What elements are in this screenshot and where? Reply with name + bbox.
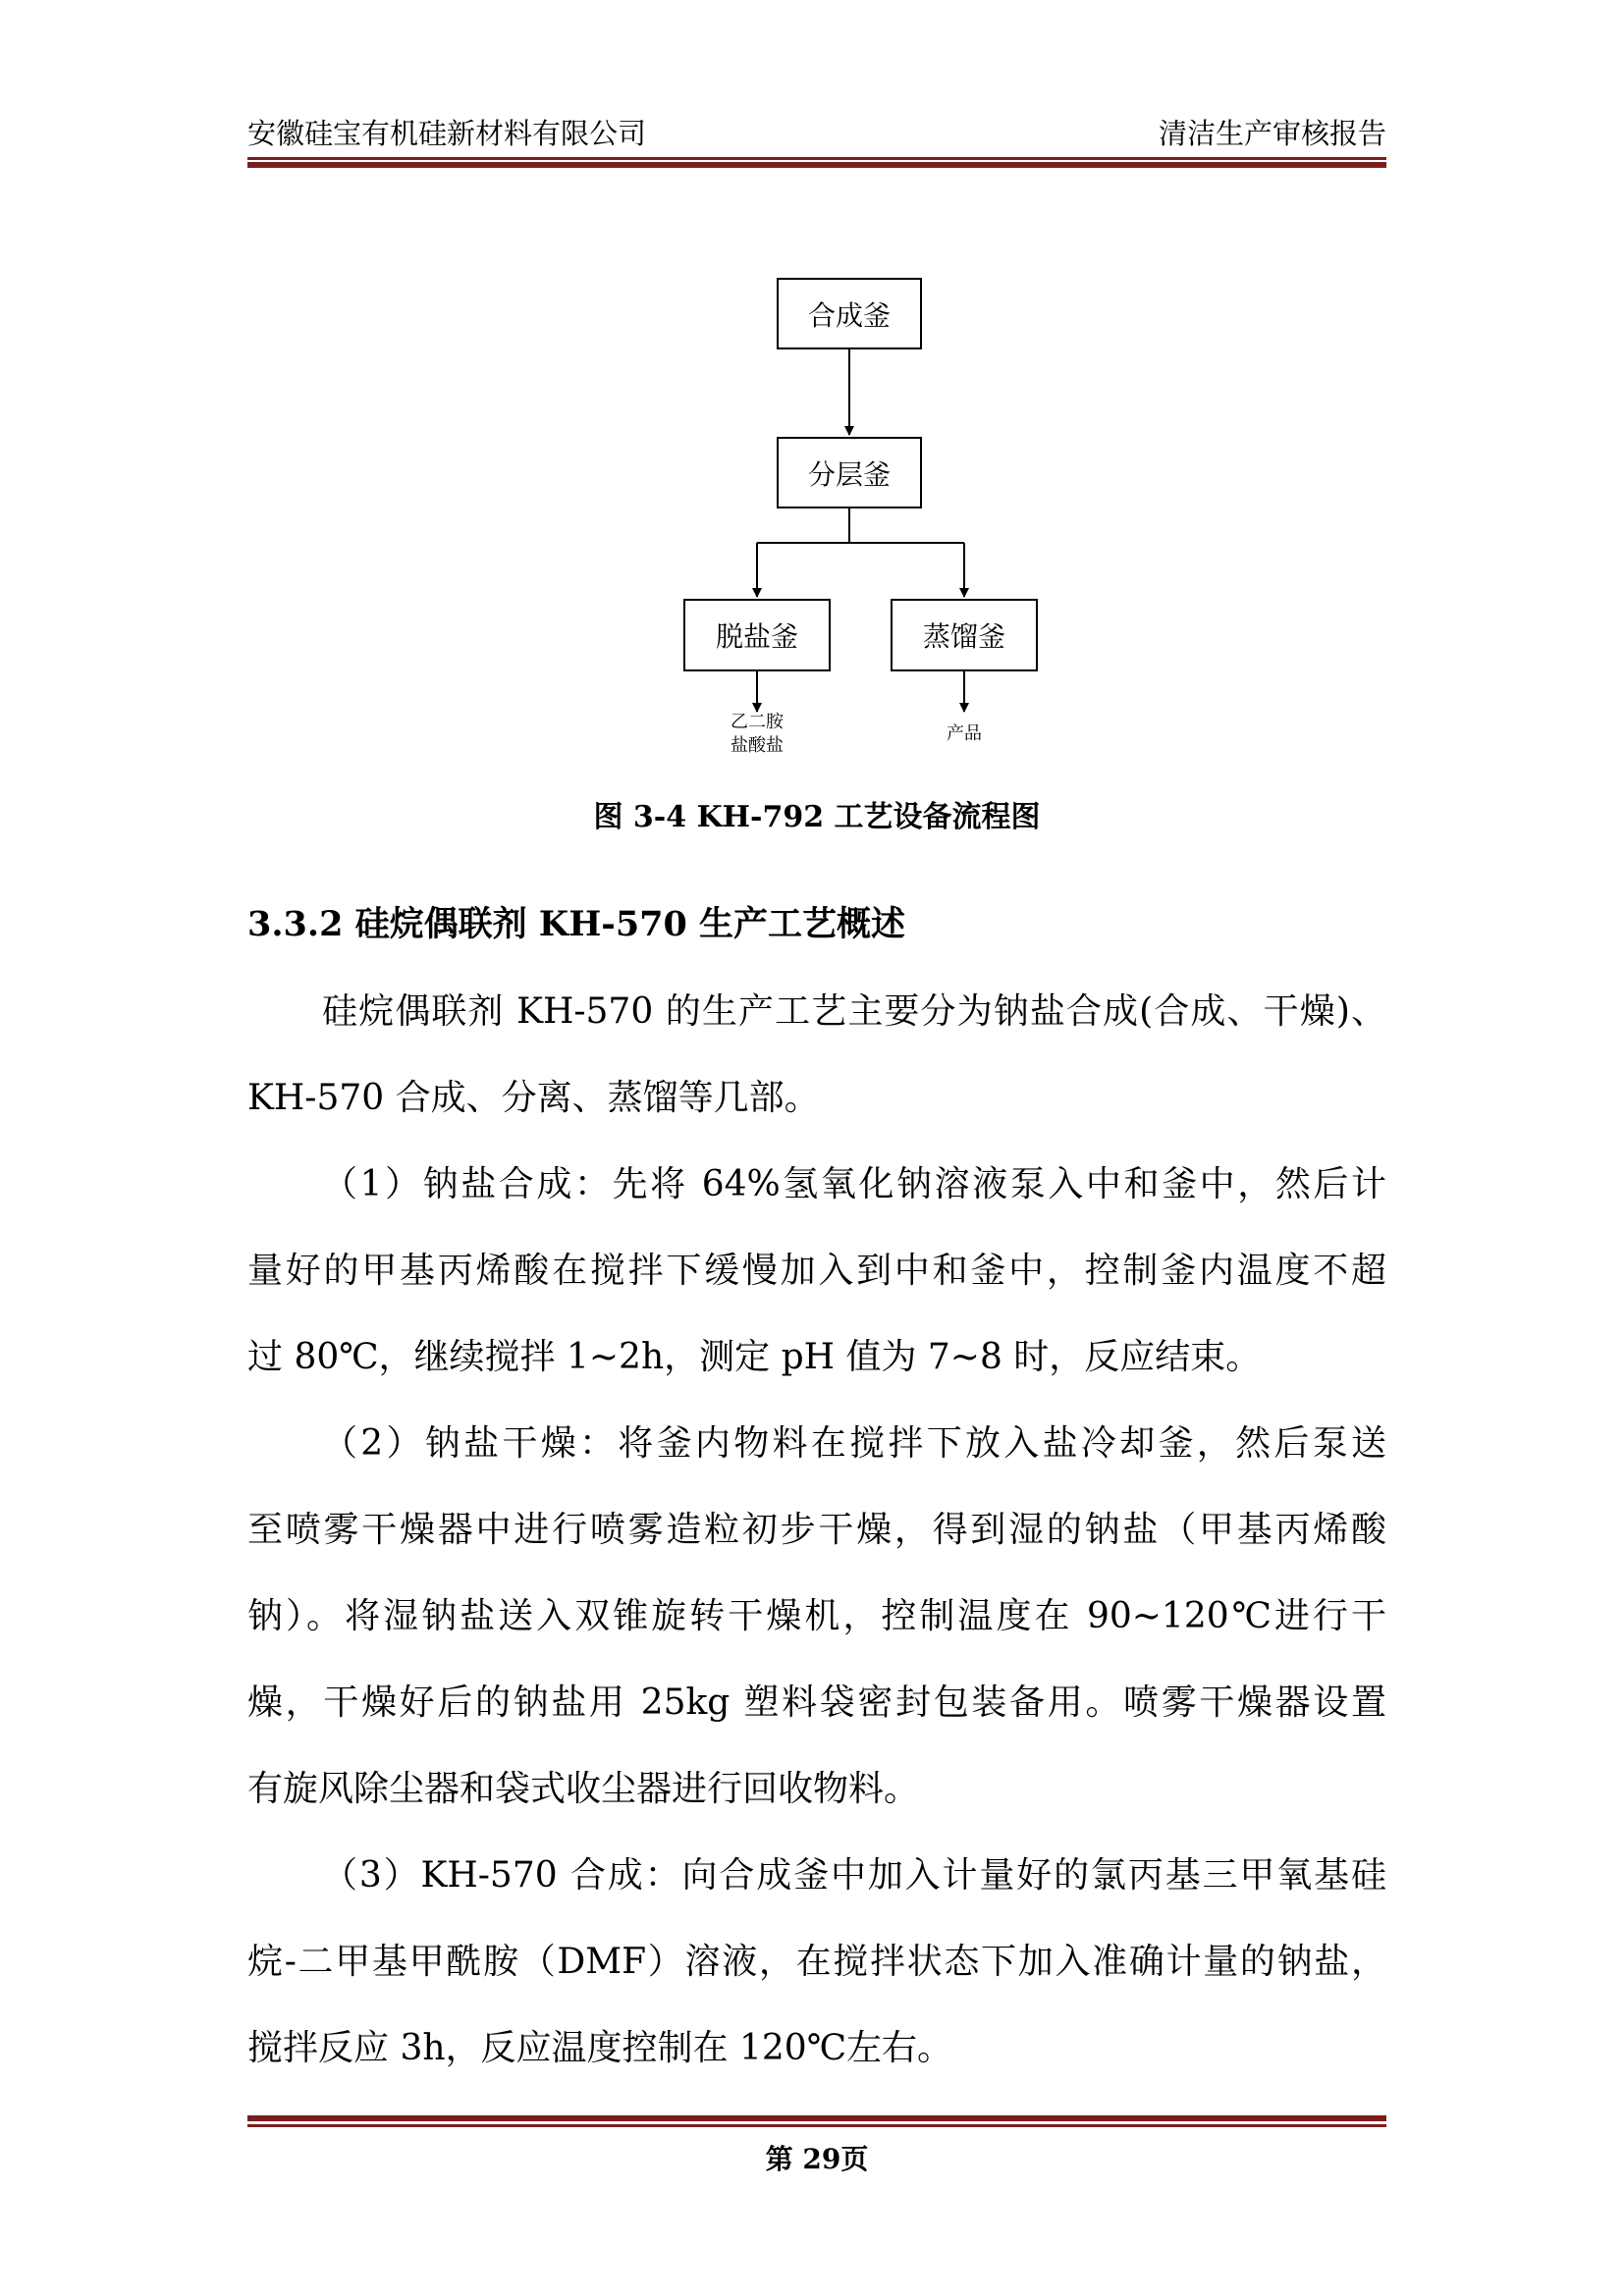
output-desalting-line1: 乙二胺 [731,712,784,732]
figure-caption: 图 3-4 KH-792 工艺设备流程图 [593,800,1041,834]
output-distillation-label: 产品 [947,723,982,744]
node-separation-kettle: 分层釜 [777,437,922,508]
text-line: 量好的甲基丙烯酸在搅拌下缓慢加入到中和釜中，控制釜内温度不超 [247,1251,1386,1291]
footer-rule-thin [247,2124,1386,2127]
text-line: 有旋风除尘器和袋式收尘器进行回收物料。 [247,1769,920,1809]
text-line: 搅拌反应 3h，反应温度控制在 120℃左右。 [247,2028,952,2068]
page-number: 第 29页 [765,2143,869,2175]
process-flow-diagram [0,0,1624,785]
node-synthesis-kettle: 合成釜 [777,278,922,349]
text-line: （1）钠盐合成：先将 64%氢氧化钠溶液泵入中和釜中，然后计 [322,1164,1386,1204]
paragraph-step2-sodium-salt-drying [247,1401,1386,1833]
text-line: 燥，干燥好后的钠盐用 25kg 塑料袋密封包装备用。喷雾干燥器设置 [247,1682,1386,1723]
footer-rule-thick [247,2115,1386,2121]
text-line: （3）KH-570 合成：向合成釜中加入计量好的氯丙基三甲氧基硅 [322,1855,1386,1896]
text-line: 硅烷偶联剂 KH-570 的生产工艺主要分为钠盐合成(合成、干燥)、 [322,991,1386,1032]
section-heading: 3.3.2 硅烷偶联剂 KH-570 生产工艺概述 [247,904,906,944]
text-line: 烷-二甲基甲酰胺（DMF）溶液，在搅拌状态下加入准确计量的钠盐， [247,1942,1386,1982]
paragraph-intro [247,969,1386,1142]
paragraph-step1-sodium-salt-synthesis [247,1142,1386,1401]
text-line: 钠）。将湿钠盐送入双锥旋转干燥机，控制温度在 90~120℃进行干 [247,1596,1386,1636]
company-name: 安徽硅宝有机硅新材料有限公司 [247,117,647,150]
text-line: 至喷雾干燥器中进行喷雾造粒初步干燥，得到湿的钠盐（甲基丙烯酸 [247,1510,1386,1550]
output-desalting-label [718,711,796,758]
text-line: （2）钠盐干燥：将釜内物料在搅拌下放入盐冷却釜，然后泵送 [322,1423,1386,1464]
output-desalting-line2: 盐酸盐 [731,735,784,756]
node-distillation-kettle: 蒸馏釜 [891,599,1038,671]
text-line: 过 80℃，继续搅拌 1~2h，测定 pH 值为 7~8 时，反应结束。 [247,1337,1262,1377]
text-line: KH-570 合成、分离、蒸馏等几部。 [247,1078,820,1118]
node-desalting-kettle: 脱盐釜 [683,599,831,671]
report-title: 清洁生产审核报告 [1158,117,1386,150]
paragraph-step3-kh570-synthesis [247,1833,1386,2092]
